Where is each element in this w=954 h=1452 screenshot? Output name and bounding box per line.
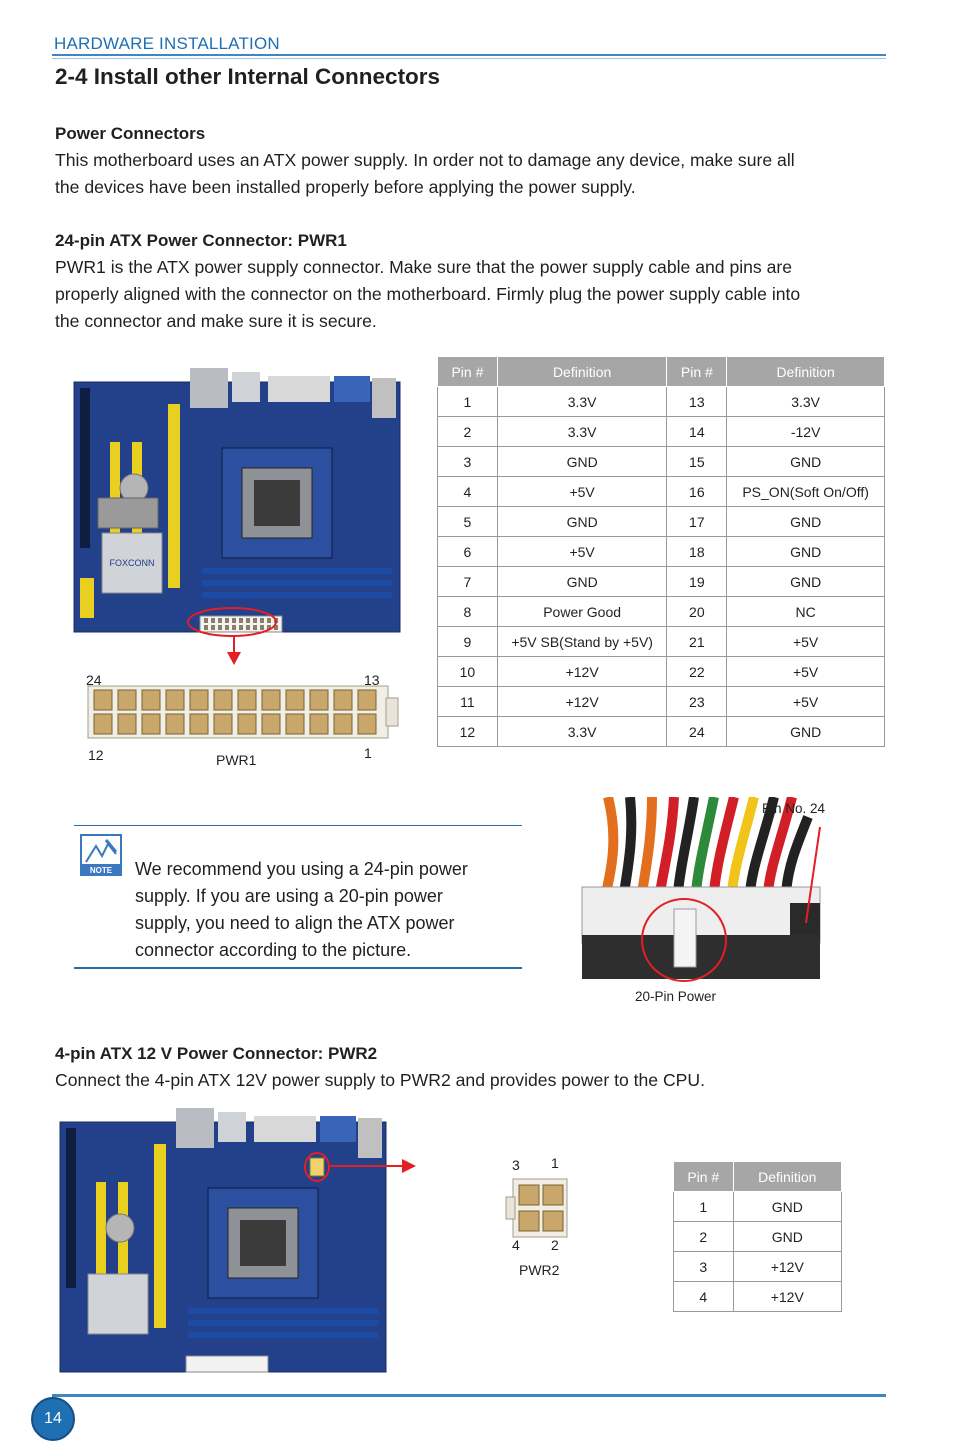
pwr1-body-1: PWR1 is the ATX power supply connector. Make sure that the power supply cable and pins are: [55, 257, 793, 277]
table-header: Pin #: [438, 357, 498, 387]
page-number: 14: [31, 1397, 75, 1441]
table-cell: 12: [438, 717, 498, 747]
power-connectors-body-2: the devices have been installed properly before applying the power supply.: [55, 177, 636, 197]
table-cell: 24: [667, 717, 727, 747]
table-cell: 18: [667, 537, 727, 567]
header-rule: [52, 54, 886, 56]
table-row: [438, 387, 885, 417]
pwr1-body-3: the connector and make sure it is secure.: [55, 311, 377, 331]
table-row: [438, 417, 885, 447]
table-header: Definition: [497, 357, 667, 387]
table-cell: 20: [667, 597, 727, 627]
table-cell: +12V: [497, 657, 667, 687]
table-cell: GND: [727, 717, 885, 747]
table-cell: +5V: [727, 657, 885, 687]
table-cell: +5V: [497, 477, 667, 507]
table-header-row: [438, 357, 885, 387]
table-cell: 3.3V: [497, 717, 667, 747]
note-line: connector according to the picture.: [135, 940, 412, 960]
table-cell: 4: [438, 477, 498, 507]
pwr2-heading: 4-pin ATX 12 V Power Connector: PWR2: [55, 1044, 378, 1063]
table-cell: 15: [667, 447, 727, 477]
header-rule-thin: [52, 58, 886, 59]
table-row: [674, 1282, 842, 1312]
note-line: supply. If you are using a 20-pin power: [135, 886, 443, 906]
pwr1-heading: 24-pin ATX Power Connector: PWR1: [55, 231, 347, 250]
table-cell: GND: [727, 447, 885, 477]
table-cell: 5: [438, 507, 498, 537]
table-cell: GND: [733, 1192, 841, 1222]
table-cell: +12V: [733, 1252, 841, 1282]
photo-label-20pin: 20-Pin Power: [635, 989, 717, 1004]
table-cell: GND: [727, 567, 885, 597]
pwr1-pin-1: 1: [364, 745, 372, 761]
note-text: [135, 856, 515, 964]
table-row: [438, 657, 885, 687]
table-header-row: [674, 1162, 842, 1192]
pwr2-body: Connect the 4-pin ATX 12V power supply to PWR2 and provides power to the CPU.: [55, 1070, 706, 1090]
pwr1-label: PWR1: [216, 752, 257, 768]
table-cell: +12V: [497, 687, 667, 717]
table-cell: +5V: [727, 687, 885, 717]
table-row: [438, 477, 885, 507]
note-icon: [80, 834, 122, 876]
table-cell: +5V: [727, 627, 885, 657]
table-row: [438, 537, 885, 567]
table-cell: 3.3V: [727, 387, 885, 417]
table-cell: 17: [667, 507, 727, 537]
table-cell: 19: [667, 567, 727, 597]
table-cell: NC: [727, 597, 885, 627]
table-cell: GND: [497, 507, 667, 537]
pwr2-connector-diagram: [505, 1177, 571, 1239]
footer-rule: [52, 1394, 886, 1397]
table-cell: GND: [727, 537, 885, 567]
pwr1-pin-24: 24: [86, 672, 102, 688]
note-top-rule: [74, 825, 522, 826]
pwr2-pin-1: 1: [551, 1155, 559, 1171]
note-line: supply, you need to align the ATX power: [135, 913, 455, 933]
table-row: [674, 1252, 842, 1282]
pwr1-body-2: properly aligned with the connector on the motherboard. Firmly plug the power supply cable into: [55, 284, 801, 304]
table-row: [674, 1192, 842, 1222]
board-logo-text: FOXCONN: [109, 558, 155, 568]
table-cell: 3.3V: [497, 387, 667, 417]
pwr2-pin-3: 3: [512, 1157, 520, 1173]
section-label: HARDWARE INSTALLATION: [54, 34, 280, 53]
page-title: 2-4 Install other Internal Connectors: [55, 64, 441, 89]
table-cell: 23: [667, 687, 727, 717]
table-row: [438, 627, 885, 657]
table-cell: GND: [497, 447, 667, 477]
table-cell: 2: [674, 1222, 734, 1252]
table-cell: 3.3V: [497, 417, 667, 447]
table-cell: GND: [727, 507, 885, 537]
table-cell: 1: [674, 1192, 734, 1222]
table-header: Pin #: [667, 357, 727, 387]
table-header: Definition: [727, 357, 885, 387]
pwr1-pin-12: 12: [88, 747, 104, 763]
table-cell: GND: [497, 567, 667, 597]
table-cell: +12V: [733, 1282, 841, 1312]
table-cell: +5V SB(Stand by +5V): [497, 627, 667, 657]
table-row: [438, 567, 885, 597]
table-cell: 11: [438, 687, 498, 717]
note-icon-label: NOTE: [89, 866, 113, 875]
table-cell: 7: [438, 567, 498, 597]
table-cell: GND: [733, 1222, 841, 1252]
table-cell: PS_ON(Soft On/Off): [727, 477, 885, 507]
note-line: We recommend you using a 24-pin power: [135, 859, 468, 879]
table-cell: 6: [438, 537, 498, 567]
table-cell: 8: [438, 597, 498, 627]
note-bottom-rule: [74, 967, 522, 969]
table-cell: 22: [667, 657, 727, 687]
table-cell: 3: [438, 447, 498, 477]
table-cell: 2: [438, 417, 498, 447]
table-cell: +5V: [497, 537, 667, 567]
table-cell: 10: [438, 657, 498, 687]
pwr2-pin-table: [673, 1161, 842, 1312]
table-cell: 4: [674, 1282, 734, 1312]
pwr2-label: PWR2: [519, 1262, 560, 1278]
table-row: [674, 1222, 842, 1252]
table-row: [438, 507, 885, 537]
pwr2-pin-2: 2: [551, 1237, 559, 1253]
table-cell: 16: [667, 477, 727, 507]
pwr1-pin-table: [437, 356, 885, 747]
motherboard-image-pwr1: [72, 368, 402, 668]
table-cell: 13: [667, 387, 727, 417]
table-cell: -12V: [727, 417, 885, 447]
power-connectors-body-1: This motherboard uses an ATX power supply. In order not to damage any device, make sure all: [55, 150, 795, 170]
power-connectors-heading: Power Connectors: [55, 124, 206, 143]
table-header: Definition: [733, 1162, 841, 1192]
pwr2-pin-4: 4: [512, 1237, 520, 1253]
table-row: [438, 687, 885, 717]
table-row: [438, 597, 885, 627]
table-cell: Power Good: [497, 597, 667, 627]
table-header: Pin #: [674, 1162, 734, 1192]
table-row: [438, 447, 885, 477]
table-cell: 3: [674, 1252, 734, 1282]
table-cell: 9: [438, 627, 498, 657]
pwr1-connector-diagram: [86, 680, 402, 744]
motherboard-image-pwr2: [58, 1106, 420, 1374]
pwr1-pin-13: 13: [364, 672, 380, 688]
table-cell: 1: [438, 387, 498, 417]
table-cell: 21: [667, 627, 727, 657]
table-cell: 14: [667, 417, 727, 447]
table-row: [438, 717, 885, 747]
photo-label-pin24: Pin No. 24: [762, 801, 826, 816]
power-cable-photo: [578, 797, 828, 983]
